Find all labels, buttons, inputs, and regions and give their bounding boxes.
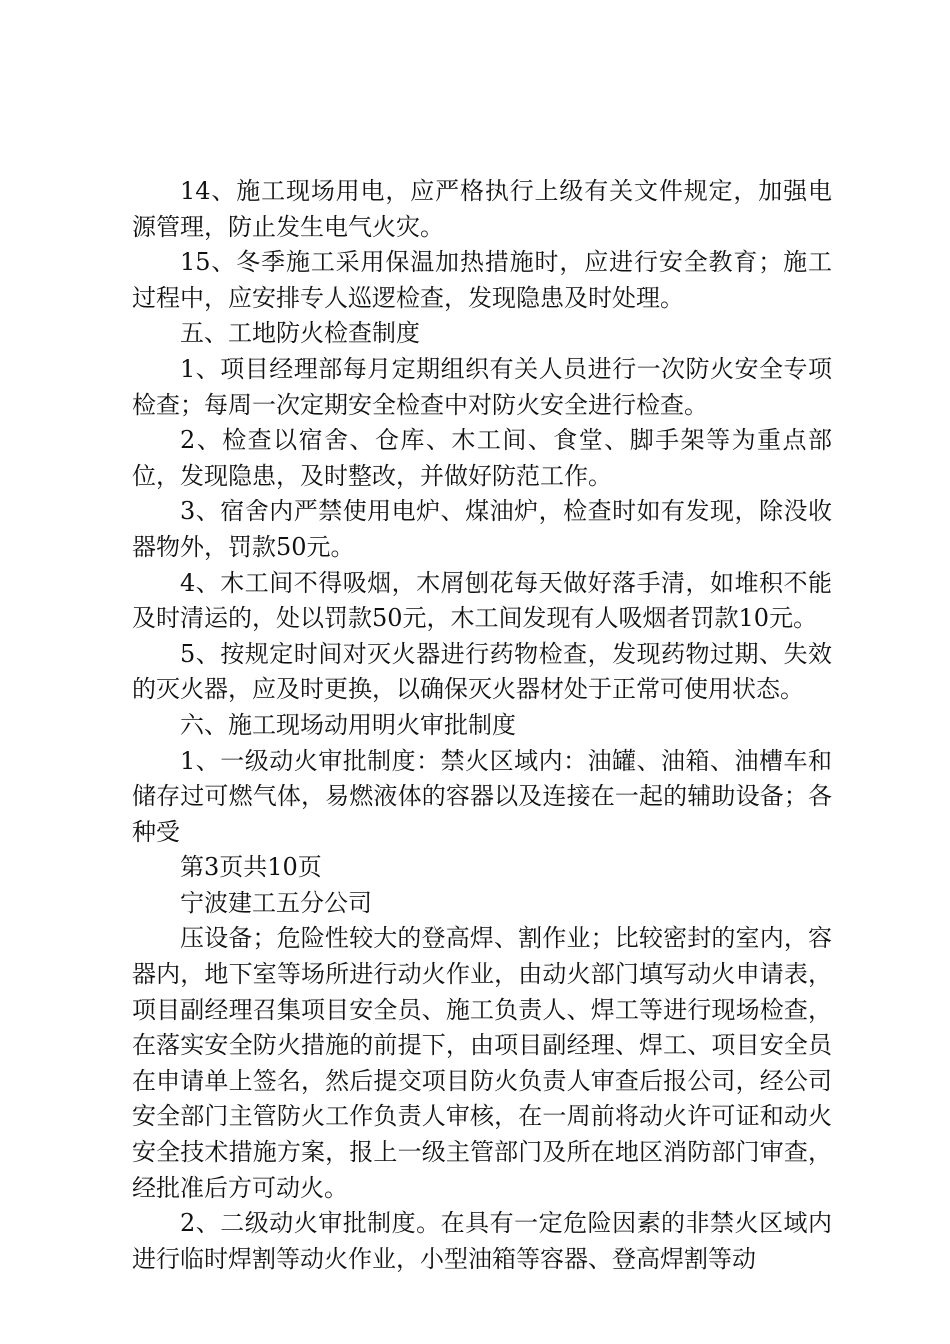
section-heading-open-fire-approval: 六、施工现场动用明火审批制度 bbox=[180, 710, 516, 739]
section-heading-fire-inspection: 五、工地防火检查制度 bbox=[180, 319, 420, 348]
paragraph-dormitory-rules: 3、宿舍内严禁使用电炉、煤油炉，检查时如有发现，除没收器物外，罚款50元。 bbox=[132, 497, 832, 561]
paragraph-carpentry-smoking: 4、木工间不得吸烟，木屑刨花每天做好落手清，如堆积不能及时清运的，处以罚款50元，木工间发现有人吸烟者罚款10元。 bbox=[132, 568, 832, 633]
paragraph-extinguisher-check: 5、按规定时间对灭火器进行药物检查，发现药物过期、失效的灭火器，应及时更换，以确保灭火器材处于正常可使用状态。 bbox=[132, 639, 832, 704]
paragraph-level-one-approval: 1、一级动火审批制度：禁火区域内：油罐、油箱、油槽车和储存过可燃气体，易燃液体的容器以及连接在一起的辅助设备；各种受 bbox=[132, 746, 832, 846]
company-name-header: 宁波建工五分公司 bbox=[180, 888, 372, 917]
paragraph-level-one-continued: 压设备；危险性较大的登高焊、割作业；比较密封的室内，容器内，地下室等场所进行动火作业，由动火部门填写动火申请表，项目副经理召集项目安全员、施工负责人、焊工等进行现场检查，在落实安全防火措施的前提下，由项目副经理、焊工、项目安全员在申请单上签名，然后提交项目防火负责人审查后报公司，经公司安全部门主管防火工作负责人审核，在一周前将动火许可证和动火安全技术措施方案，报上一级主管部门及所在地区消防部门审查，经批准后方可动火。 bbox=[132, 924, 832, 1202]
paragraph-electricity: 14、施工现场用电，应严格执行上级有关文件规定，加强电源管理，防止发生电气火灾。 bbox=[132, 177, 832, 241]
paragraph-monthly-inspection: 1、项目经理部每月定期组织有关人员进行一次防火安全专项检查；每周一次定期安全检查中对防火安全进行检查。 bbox=[132, 354, 832, 419]
page-number-footer: 第3页共10页 bbox=[180, 853, 322, 882]
paragraph-level-two-approval: 2、二级动火审批制度。在具有一定危险因素的非禁火区域内进行临时焊割等动火作业，小型油箱等容器、登高焊割等动 bbox=[132, 1209, 832, 1273]
paragraph-winter-heating: 15、冬季施工采用保温加热措施时，应进行安全教育；施工过程中，应安排专人巡逻检查，发现隐患及时处理。 bbox=[132, 248, 832, 312]
paragraph-key-areas: 2、检查以宿舍、仓库、木工间、食堂、脚手架等为重点部位，发现隐患，及时整改，并做好防范工作。 bbox=[132, 426, 832, 490]
document-body bbox=[132, 174, 832, 1277]
